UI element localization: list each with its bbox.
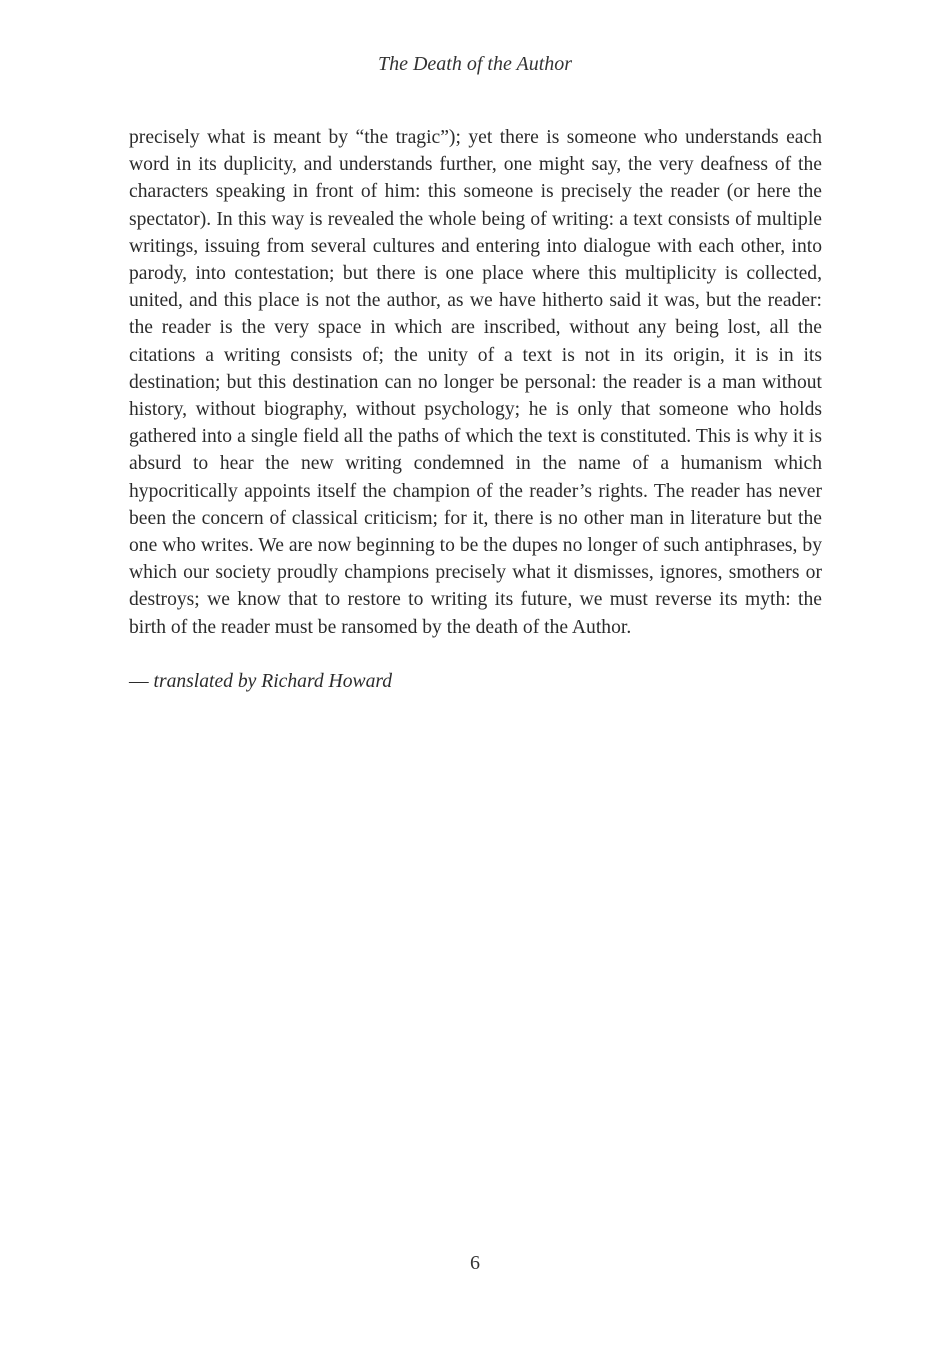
em-dash: — — [129, 671, 149, 692]
running-title: The Death of the Author — [377, 53, 573, 75]
translator-byline: translated by Richard Howard — [153, 671, 393, 692]
translator-attribution — [129, 668, 392, 695]
page-number: 6 — [470, 1252, 480, 1274]
body-paragraph: precisely what is meant by “the tragic”); yet there is someone who understands each word in its duplicity, and understands further, one might say, the very deafness of the characters speaking in front of him: this someone is precisely the reader (or here the spectator). In this way is revealed the whole being of writing: a text consists of multiple writings, issuing from several cultures and entering into dialogue with each other, into parody, into contestation; but there is one place where this multiplicity is collected, united, and this place is not the author, as we have hitherto said it was, but the reader: the reader is the very space in which are inscribed, without any being lost, all the citations a writing consists of; the unity of a text is not in its origin, it is in its destination; but this destination can no longer be personal: the reader is a man without history, without biography, without psychology; he is only that someone who holds gathered into a single field all the paths of which the text is constituted. This is why it is absurd to hear the new writing condemned in the name of a humanism which hypocritically appoints itself the champion of the reader’s rights. The reader has never been the concern of classical criticism; for it, there is no other man in literature but the one who writes. We are now beginning to be the dupes no longer of such antiphrases, by which our society proudly champions precisely what it dismisses, ignores, smothers or destroys; we know that to restore to writing its future, we must reverse its myth: the birth of the reader must be ransomed by the death of the Author. — [129, 127, 822, 638]
